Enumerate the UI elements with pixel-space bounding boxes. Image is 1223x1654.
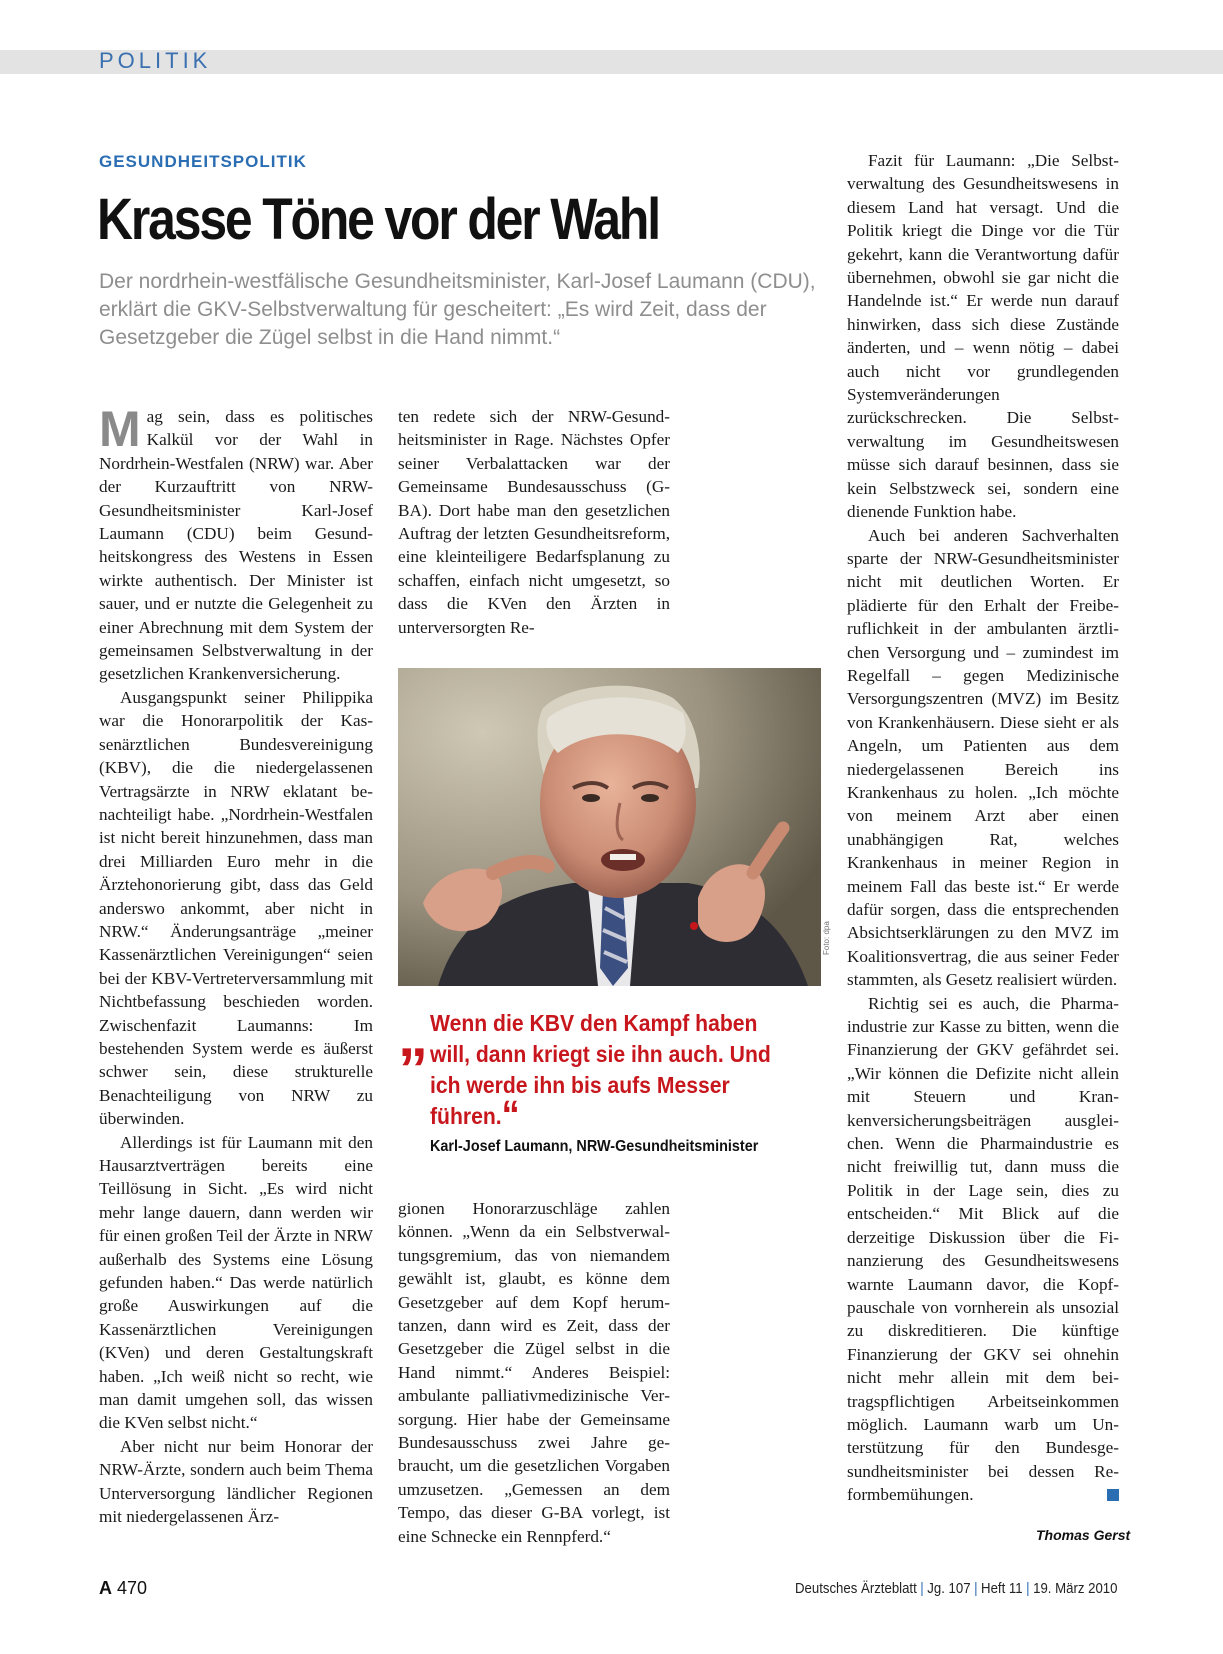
separator: | — [1025, 1580, 1030, 1597]
portrait-photo — [398, 668, 821, 986]
page-number-value: 470 — [117, 1578, 148, 1598]
photo-credit: Foto: dpa — [822, 921, 831, 955]
journal-issue: Heft 11 — [980, 1580, 1023, 1597]
article-headline: Krasse Töne vor der Wahl — [97, 187, 659, 252]
article-column-1 — [99, 401, 373, 1529]
paragraph: gionen Honorarzuschläge zahlen können. „Wenn da ein Selbstverwaltungsgremium, das von niemandem gewählt ist, glaubt, es könne dem Gesetzgeber auf dem Kopf herumtanzen, dann wird es Zeit, dass der Gesetzgeber die Zügel selbst in die Hand nimmt.“ Anderes Beispiel: ambulante palliativmedizinische Versorgung. Hier habe der Gemeinsame Bundesausschuss zwei Jahre gebraucht, um die gesetzlichen Vorgaben umzusetzen. „Gemessen an dem Tempo, das dieser G-BA vorlegt, ist eine Schnecke ein Rennpferd.“ — [398, 1199, 670, 1546]
journal-date: 19. März 2010 — [1032, 1580, 1117, 1597]
article-column-2-bottom — [398, 1197, 670, 1548]
paragraph: Fazit für Laumann: „Die Selbstverwaltung des Gesundheitswesens in diesem Land hat versagt. Und die Politik kriegt die Dinge vor die Tür gekehrt, kann die Verantwortung dafür übernehmen, obwohl sie gar nicht die Handelnde ist.“ Er werde nun darauf hinwirken, dass sich diese Zustände änderten, und – wenn nötig – dabei auch nicht vor grundlegenden Systemveränderungen zurückschrecken. Die Selbstverwaltung im Gesundheitswesen müsse sich darauf besinnen, dass sie kein Selbstzweck sei, sondern eine dienende Funktion habe. — [847, 151, 1119, 522]
end-mark-icon — [1107, 1489, 1119, 1501]
separator: | — [973, 1580, 978, 1597]
pull-quote-text: Wenn die KBV den Kampf haben will, dann kriegt sie ihn auch. Und ich werde ihn bis aufs Messer führen. — [430, 1010, 771, 1129]
journal-volume: Jg. 107 — [926, 1580, 971, 1597]
paragraph-text: Richtig sei es auch, die Pharmaindustrie zur Kasse zu bitten, wenn die Finanzierung der GKV gefährdet sei. „Wir können die Defizite nicht allein mit Steuern und Krankenversicherungsbeiträgen ausgleichen. Wenn die Pharmaindustrie es nicht freiwillig tut, dann muss die Politik in der Lage sein, dies zu entscheiden.“ Mit Blick auf die derzeitige Diskussion über die Finanzierung des Gesundheitswesens warnte Laumann davor, die Kopfpauschale von vornherein als unsozial zu diskreditieren. Die künftige Finanzierung der GKV sei ohnehin nicht mehr allein mit dem beitragspflichtigen Arbeitseinkommen möglich. Laumann warb um Unterstützung für den Bundesgesundheitsminister bei dessen Reformbemühungen. — [847, 993, 1119, 1505]
paragraph: Ausgangspunkt seiner Philippika war die Honorarpolitik der Kassenärztlichen Bundesvereinigung (KBV), die die niedergelassenen Vertragsärzte in NRW eklatant benachteiligt habe. „Nordrhein-Westfalen ist nicht bereit hinzunehmen, dass man drei Milliarden Euro mehr in die Ärztehonorierung gibt, dass das Geld anderswo ankommt, aber nicht in NRW.“ Änderungsanträge „meiner Kassenärztlichen Vereinigungen“ seien bei der KBV-Vertreterversammlung mit Nichtbefassung beschieden worden. Zwischenfazit Laumanns: Im bestehenden System werde es äußerst schwer sein, diese strukturelle Benachteiligung von NRW zu überwinden. — [99, 687, 373, 1129]
article-lead: Der nordrhein-westfälische Gesundheitsminister, Karl-Josef Laumann (CDU), erklärt die GKV-Selbstverwaltung für gescheitert: „Es wird Zeit, dass der Gesetzgeber die Zügel selbst in die Hand nimmt.“ — [99, 270, 816, 349]
article-kicker: GESUNDHEITSPOLITIK — [99, 152, 307, 171]
article-column-2-top — [398, 405, 670, 639]
paragraph: Auch bei anderen Sachverhalten sparte der NRW-Gesundheitsminister nicht mit deutlichen Worten. Er plädierte für den Erhalt der Freiberuflichkeit in der ambulanten ärztlichen Versorgung und – zumindest im Regelfall – gegen Medizinische Versorgungszentren (MVZ) im Besitz von Krankenhäusern. Diese sieht er als Angeln, um Patienten aus dem niedergelassenen Bereich ins Krankenhaus zu holen. „Ich möchte von meinem Arzt aber einen unabhängigen Rat, welches Krankenhaus in meiner Region in meinem Fall das beste ist.“ Er werde dafür sorgen, dass die entsprechenden Absichtserklärungen zu den MVZ im Koalitionsvertrag, die aus seiner Feder stammten, als Gesetz realisiert würden. — [847, 525, 1119, 990]
journal-footer — [794, 1580, 1117, 1597]
portrait-illustration — [398, 668, 821, 986]
paragraph: ten redete sich der NRW-Gesundheitsminister in Rage. Nächstes Opfer seiner Verbalattacken war der Gemeinsame Bundesausschuss (G-BA). Dort habe man den gesetzlichen Auftrag der letzten Gesundheitsreform, eine kleinteiligere Bedarfsplanung zu schaffen, einfach nicht umgesetzt, so dass die KVen den Ärzten in unterversorgten Re- — [398, 407, 670, 637]
paragraph — [99, 401, 373, 686]
section-name: POLITIK — [99, 48, 212, 73]
quote-close-mark: “ — [501, 1093, 520, 1137]
separator: | — [919, 1580, 924, 1597]
journal-name: Deutsches Ärzteblatt — [794, 1580, 917, 1597]
quote-attribution: Karl-Josef Laumann, NRW-Gesundheitsminister — [430, 1138, 759, 1155]
paragraph-text: ag sein, dass es politisches Kalkül vor der Wahl in Nordrhein-Westfalen (NRW) war. Aber der Kurzauftritt von NRW-Gesundheitsminister Karl-Josef Laumann (CDU) beim Gesundheitskongress des Westens in Essen wirkte authentisch. Der Minister ist sauer, und er nutzte die Gelegenheit zu einer Abrechnung mit dem System der gemeinsamen Selbstverwaltung in der gesetzlichen Krankenversicherung. — [99, 407, 373, 684]
quote-open-mark: „ — [398, 1002, 428, 1069]
drop-cap: M — [99, 401, 141, 457]
paragraph: Aber nicht nur beim Honorar der NRW-Ärzte, sondern auch beim Thema Unterversorgung ländlicher Regionen mit niedergelassenen Ärz- — [99, 1436, 373, 1527]
author-name: Thomas Gerst — [1036, 1527, 1131, 1543]
article-column-3 — [847, 149, 1119, 1507]
pull-quote — [430, 1008, 790, 1137]
page-prefix: A — [99, 1578, 112, 1598]
page-number — [99, 1578, 147, 1599]
paragraph: Allerdings ist für Laumann mit den Hausarztverträgen bereits eine Teillösung in Sicht. „Es wird nicht mehr lange dauern, dann werden wir für einen großen Teil der Ärzte in NRW außerhalb des Systems eine Lösung gefunden haben.“ Das werde natürlich große Auswirkungen auf die Kassenärztlichen Vereinigungen (KVen) und deren Gestaltungskraft haben. „Ich weiß nicht so recht, wie man damit umgehen soll, das wissen die KVen selbst nicht.“ — [99, 1132, 373, 1433]
paragraph — [847, 992, 1119, 1507]
